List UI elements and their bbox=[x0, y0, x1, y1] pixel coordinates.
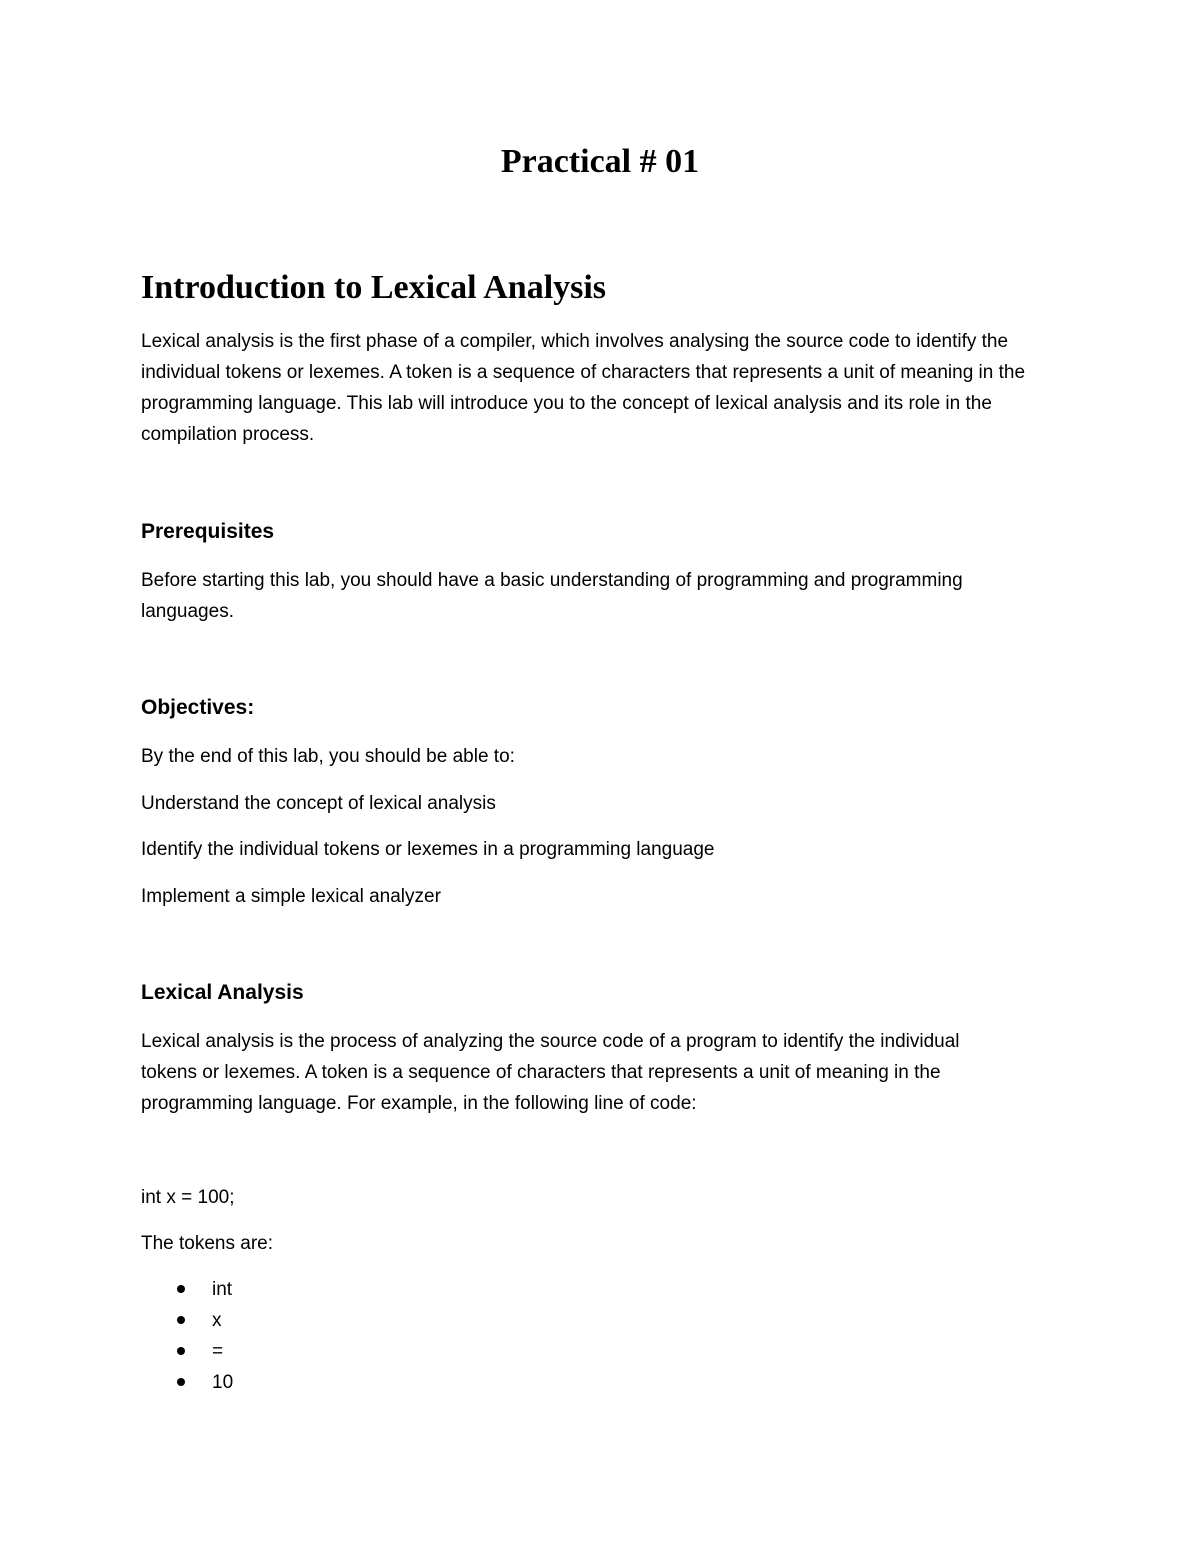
token-text: x bbox=[212, 1310, 222, 1331]
prerequisites-heading: Prerequisites bbox=[141, 520, 275, 543]
bullet-icon bbox=[177, 1347, 185, 1355]
practical-title: Practical # 01 bbox=[500, 143, 700, 180]
objective-item: Understand the concept of lexical analysis bbox=[141, 793, 496, 814]
token-text: 10 bbox=[212, 1372, 234, 1393]
token-text: = bbox=[212, 1341, 224, 1362]
bullet-icon bbox=[177, 1378, 185, 1386]
intro-heading: Introduction to Lexical Analysis bbox=[141, 269, 607, 306]
code-line: int x = 100; bbox=[141, 1187, 235, 1208]
bullet-icon bbox=[177, 1316, 185, 1324]
tokens-label: The tokens are: bbox=[141, 1233, 274, 1254]
bullet-icon bbox=[177, 1285, 185, 1293]
token-text: int bbox=[212, 1279, 233, 1300]
objective-item: Identify the individual tokens or lexemes in a programming language bbox=[141, 839, 715, 860]
lexical-analysis-heading: Lexical Analysis bbox=[141, 981, 304, 1004]
prerequisites-text: Before starting this lab, you should have a basic understanding of programming and programming languages. bbox=[141, 570, 963, 622]
intro-paragraph: Lexical analysis is the first phase of a compiler, which involves analysing the source code to identify the individual tokens or lexemes. A token is a sequence of characters that represents a unit of meaning in the programming language. This lab will introduce you to the concept of lexical analysis and its role in the compilation process. bbox=[141, 331, 1026, 445]
objectives-lead: By the end of this lab, you should be able to: bbox=[141, 746, 515, 767]
objectives-heading: Objectives: bbox=[141, 696, 255, 719]
lexical-analysis-text: Lexical analysis is the process of analyzing the source code of a program to identify the individual tokens or lexemes. A token is a sequence of characters that represents a unit of meaning in the programming language. For example, in the following line of code: bbox=[141, 1031, 960, 1114]
objective-item: Implement a simple lexical analyzer bbox=[141, 886, 441, 907]
